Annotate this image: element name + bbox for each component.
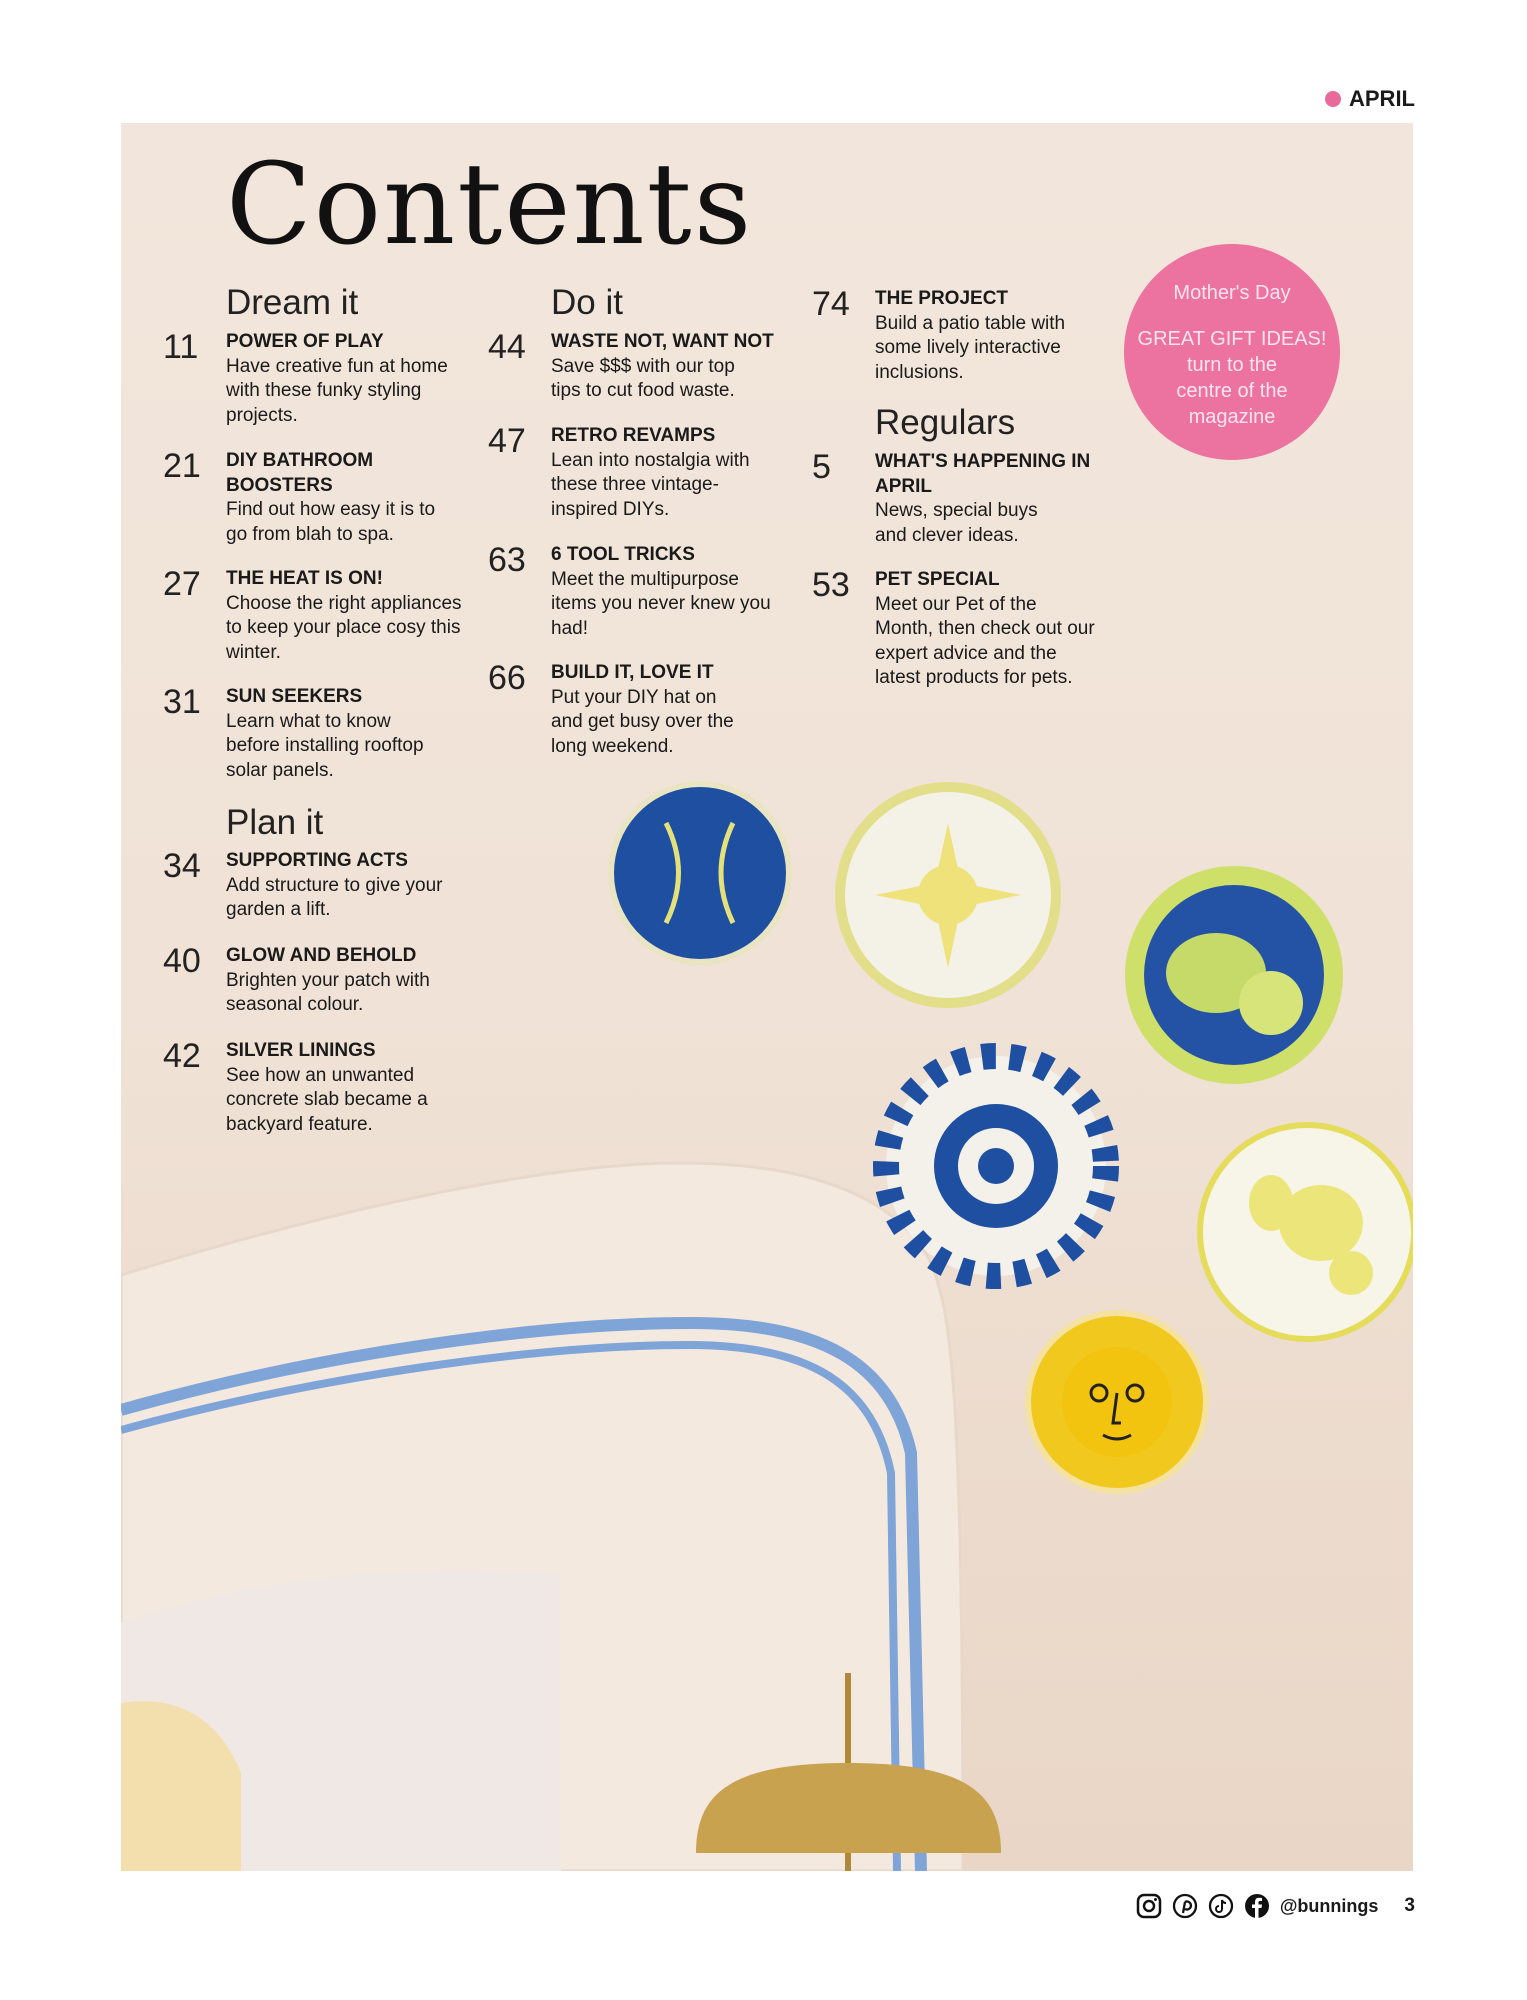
contents-item[interactable] — [163, 942, 446, 1018]
item-title: DIY BATHROOM BOOSTERS — [226, 450, 374, 496]
contents-item[interactable] — [488, 422, 761, 522]
plate-crab — [886, 1056, 1106, 1276]
page-number: 27 — [163, 565, 201, 603]
page-number: 44 — [488, 328, 526, 366]
item-description: Choose the right appliances to keep your place cosy this winter. — [226, 592, 462, 663]
page-number: 34 — [163, 847, 201, 885]
page-number: 40 — [163, 942, 201, 980]
contents-item[interactable] — [163, 683, 446, 783]
month-label — [1325, 86, 1415, 112]
contents-item[interactable] — [488, 541, 781, 641]
item-title: GLOW AND BEHOLD — [226, 945, 417, 966]
page-number: 47 — [488, 422, 526, 460]
page-number: 5 — [812, 448, 831, 486]
plate-faces — [611, 784, 789, 962]
item-title: POWER OF PLAY — [226, 331, 384, 352]
item-title: SILVER LININGS — [226, 1040, 376, 1061]
item-description: Brighten your patch with seasonal colour. — [226, 969, 430, 1015]
badge-text: turn to the centre of the magazine — [1176, 354, 1288, 428]
item-description: See how an unwanted concrete slab became a backyard feature. — [226, 1064, 428, 1135]
item-description: News, special buys and clever ideas. — [875, 500, 1038, 546]
section-heading-do: Do it — [551, 283, 623, 322]
item-title: SUPPORTING ACTS — [226, 850, 408, 871]
item-title: PET SPECIAL — [875, 569, 1000, 590]
pink-dot-icon — [1325, 91, 1341, 107]
contents-item[interactable] — [812, 448, 1095, 548]
item-description: Have creative fun at home with these funky styling projects. — [226, 355, 448, 426]
contents-item[interactable] — [163, 847, 446, 923]
section-heading-dream: Dream it — [226, 283, 359, 322]
item-title: 6 TOOL TRICKS — [551, 544, 695, 565]
contents-item[interactable] — [812, 285, 1095, 385]
contents-item[interactable] — [163, 328, 466, 428]
item-title: RETRO REVAMPS — [551, 425, 716, 446]
item-description: Lean into nostalgia with these three vintage-inspired DIYs. — [551, 449, 750, 520]
mothers-day-badge[interactable] — [1124, 244, 1340, 460]
plate-lemons — [1200, 1125, 1413, 1339]
item-description: Meet our Pet of the Month, then check out our expert advice and the latest products for pets. — [875, 593, 1095, 688]
contents-item[interactable] — [488, 659, 751, 759]
item-title: THE HEAT IS ON! — [226, 568, 383, 589]
facebook-icon[interactable] — [1244, 1893, 1270, 1919]
item-description: Add structure to give your garden a lift. — [226, 874, 443, 920]
contents-item[interactable] — [163, 565, 466, 665]
item-description: Build a patio table with some lively interactive inclusions. — [875, 312, 1066, 383]
item-description: Put your DIY hat on and get busy over the long weekend. — [551, 686, 734, 757]
pinterest-icon[interactable] — [1172, 1893, 1198, 1919]
page-number: 42 — [163, 1037, 201, 1075]
page-number: 11 — [163, 328, 199, 366]
page-number: 74 — [812, 285, 850, 323]
plate-sun-face — [1028, 1313, 1206, 1491]
page-number: 53 — [812, 566, 850, 604]
item-title: BUILD IT, LOVE IT — [551, 662, 714, 683]
plate-lime — [1125, 866, 1343, 1084]
tiktok-icon[interactable] — [1208, 1893, 1234, 1919]
contents-item[interactable] — [812, 566, 1095, 691]
item-title: WASTE NOT, WANT NOT — [551, 331, 774, 352]
item-description: Find out how easy it is to go from blah to spa. — [226, 499, 436, 545]
section-heading-plan: Plan it — [226, 803, 324, 842]
page-number: 21 — [163, 447, 201, 485]
badge-heading: Mother's Day — [1173, 282, 1291, 304]
social-handle[interactable]: @bunnings — [1279, 1895, 1379, 1916]
badge-subheading: GREAT GIFT IDEAS! — [1137, 328, 1327, 350]
page-number: 66 — [488, 659, 526, 697]
footer — [1136, 1893, 1415, 1919]
page-number: 31 — [163, 683, 201, 721]
contents-item[interactable] — [488, 328, 791, 404]
page-title: Contents — [226, 140, 754, 270]
section-heading-regulars: Regulars — [875, 403, 1016, 442]
contents-item[interactable] — [163, 447, 446, 547]
item-title: SUN SEEKERS — [226, 686, 363, 707]
item-description: Meet the multipurpose items you never knew you had! — [551, 568, 771, 639]
page-number: 63 — [488, 541, 526, 579]
page-number-footer: 3 — [1404, 1895, 1415, 1916]
item-description: Learn what to know before installing rooftop solar panels. — [226, 710, 424, 781]
contents-item[interactable] — [163, 1037, 456, 1137]
plate-sun — [840, 787, 1056, 1003]
item-title: THE PROJECT — [875, 288, 1009, 309]
item-title: WHAT'S HAPPENING IN APRIL — [875, 451, 1091, 497]
item-description: Save $$$ with our top tips to cut food waste. — [551, 355, 735, 401]
month-text: APRIL — [1349, 86, 1415, 111]
instagram-icon[interactable] — [1136, 1893, 1162, 1919]
